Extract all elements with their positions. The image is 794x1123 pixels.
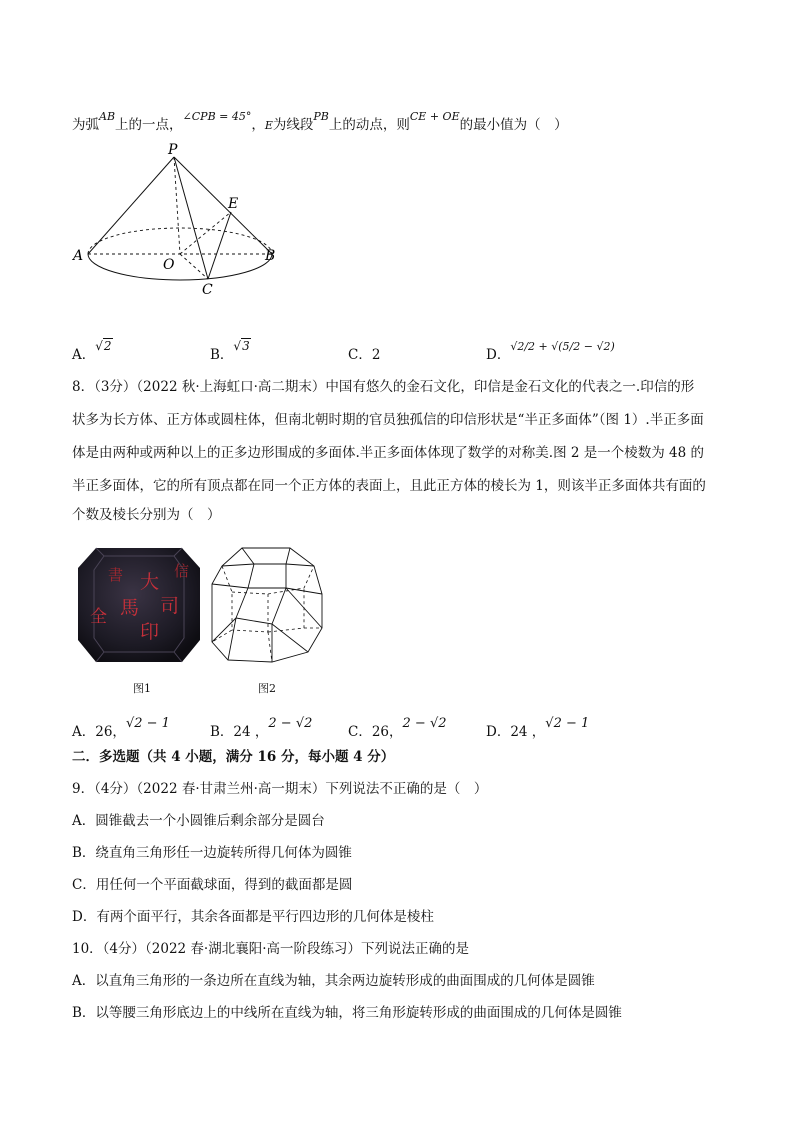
q8-line-1: 8．（3分）（2022 秋·上海虹口·高二期末）中国有悠久的金石文化，印信是金石文化的代表之一.印信的形 — [72, 379, 695, 395]
option-label: B．24 ， — [210, 724, 269, 740]
q9-option-c[interactable]: C．用任何一个平面截球面，得到的截面都是圆 — [72, 877, 353, 893]
q7-text-2: 上的一点， — [115, 117, 183, 133]
label-o: O — [163, 257, 175, 273]
q7-text-3: ， — [251, 117, 265, 133]
polyhedron-figure — [208, 544, 328, 666]
option-value: √2 − 1 — [125, 716, 170, 731]
q8-line-2: 状多为长方体、正方体或圆柱体，但南北朝时期的官员独孤信的印信形状是“半正多面体”（图 1）.半正多面 — [72, 412, 704, 428]
option-value: 2 − √2 — [268, 716, 313, 731]
q7-stem-line — [72, 110, 568, 136]
segment-pb: PB — [313, 110, 329, 123]
q7-text-5: 上的动点，则 — [328, 117, 410, 133]
q7-text-1: 为弧 — [72, 117, 99, 133]
seal-char-2: 司 — [160, 595, 180, 617]
point-e: E — [264, 119, 273, 132]
seal-char-5: 全 — [90, 607, 107, 627]
seal-char-7: 信 — [174, 562, 190, 580]
option-label: A．26， — [72, 724, 126, 740]
option-label: C．26， — [348, 724, 403, 740]
q7-option-a[interactable] — [72, 339, 113, 363]
option-label: B． — [210, 347, 234, 363]
q7-option-d[interactable] — [486, 340, 615, 363]
cone-figure — [70, 140, 290, 300]
q10-option-a[interactable]: A．以直角三角形的一条边所在直线为轴，其余两边旋转形成的曲面围成的几何体是圆锥 — [72, 973, 595, 989]
angle-cpb: ∠CPB = 45° — [182, 110, 252, 123]
sqrt-sign: √ — [95, 339, 103, 353]
q9-option-a[interactable]: A．圆锥截去一个小圆锥后剩余部分是圆台 — [72, 813, 325, 829]
q8-option-b[interactable] — [210, 716, 313, 740]
option-value: 2 — [103, 339, 112, 353]
option-label: D． — [486, 347, 511, 363]
q7-option-b[interactable] — [210, 339, 251, 363]
q7-text-4: 为线段 — [272, 117, 314, 133]
seal-char-1: 大 — [140, 571, 160, 593]
option-value: √2/2 + √(5/2 − √2) — [510, 340, 615, 353]
label-c: C — [202, 282, 213, 298]
q8-option-c[interactable] — [348, 716, 447, 740]
q9-option-d[interactable]: D．有两个面平行，其余各面都是平行四边形的几何体是棱柱 — [72, 909, 434, 925]
label-b: B — [265, 248, 276, 264]
q10-stem: 10．（4分）（2022 春·湖北襄阳·高一阶段练习）下列说法正确的是 — [72, 941, 469, 957]
q9-option-b[interactable]: B．绕直角三角形任一边旋转所得几何体为圆锥 — [72, 845, 352, 861]
q9-stem: 9．（4分）（2022 春·甘肃兰州·高一期末）下列说法不正确的是（ ） — [72, 781, 488, 797]
label-p: P — [168, 142, 178, 158]
option-label: A． — [72, 347, 96, 363]
label-a: A — [73, 248, 84, 264]
q8-option-d[interactable] — [486, 716, 590, 740]
seal-char-4: 印 — [140, 621, 160, 643]
q10-option-b[interactable]: B．以等腰三角形底边上的中线所在直线为轴，将三角形旋转形成的曲面围成的几何体是圆锥 — [72, 1005, 622, 1021]
q8-option-a[interactable] — [72, 716, 170, 740]
fig1-caption: 图1 — [133, 682, 151, 695]
option-value: 3 — [242, 339, 250, 353]
arc-ab: AB — [99, 110, 116, 123]
option-value: 2 — [371, 347, 381, 363]
option-value: 2 − √2 — [402, 716, 447, 731]
q8-line-4: 半正多面体，它的所有顶点都在同一个正方体的表面上，且此正方体的棱长为 1，则该半正多面体共有面的 — [72, 478, 706, 494]
option-label: C． — [348, 347, 372, 363]
q7-text-6: 的最小值为（ ） — [459, 117, 568, 133]
option-label: D．24 ， — [486, 724, 546, 740]
sqrt-sign: √ — [233, 339, 242, 353]
q8-line-3: 体是由两种或两种以上的正多边形围成的多面体.半正多面体体现了数学的对称美.图 2 是一个棱数为 48 的 — [72, 445, 705, 461]
fig2-caption: 图2 — [258, 682, 276, 695]
option-value: √2 − 1 — [545, 716, 590, 731]
q7-option-c[interactable] — [348, 343, 380, 363]
q8-line-5: 个数及棱长分别为（ ） — [72, 507, 221, 523]
seal-char-3: 馬 — [120, 597, 140, 619]
seal-char-6: 書 — [108, 566, 124, 584]
section-2-heading: 二．多选题（共 4 小题，满分 16 分，每小题 4 分） — [72, 749, 395, 765]
seal-photo — [74, 540, 204, 668]
label-e: E — [228, 196, 239, 212]
expr-ce-oe: CE + OE — [409, 110, 460, 123]
